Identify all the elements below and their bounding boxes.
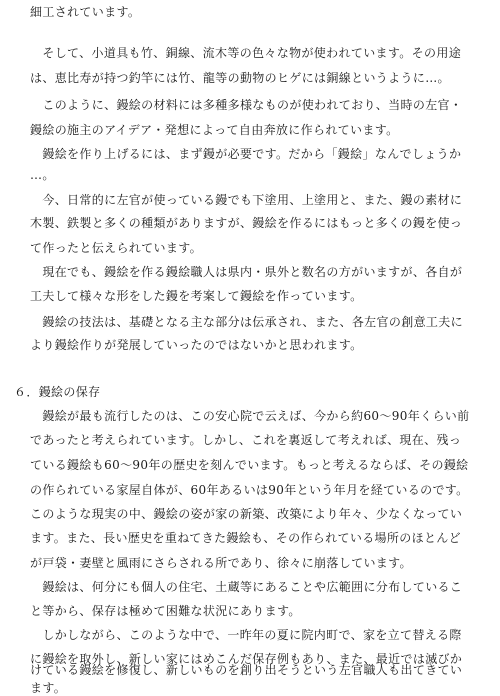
paragraph-line: けている鏝絵を修復し、新しいものを創り出そうという左官職人も出てきてい — [30, 663, 463, 677]
paragraph-line: の作られている家屋自体が、60年あるいは90年という年月を経ているのです。 — [30, 483, 469, 497]
paragraph-line: ている鏝絵も60〜90年の歴史を刻んでいます。もっと考えるならば、その鏝絵 — [30, 458, 469, 472]
paragraph-line: そして、小道具も竹、銅線、流木等の色々な物が使われています。その用途 — [30, 46, 462, 60]
paragraph-line: このような現実の中、鏝絵の姿が家の新築、改築により年々、少なくなってい — [30, 507, 463, 521]
paragraph-line: より鏝絵作りが発展していったのではないかと思われます。 — [30, 338, 363, 352]
paragraph-line: に鏝絵を取外し、新しい家にはめこんだ保存例もあり、また、最近では滅びか — [30, 652, 463, 666]
paragraph-line: 細工されています。 — [30, 5, 141, 19]
section-heading: ６．鏝絵の保存 — [14, 385, 101, 399]
paragraph-line: 現在でも、鏝絵を作る鏝絵職人は県内・県外と数名の方がいますが、各自が — [30, 265, 463, 279]
paragraph-line: 工夫して様々な形をした鏝を考案して鏝絵を作っています。 — [30, 289, 363, 303]
paragraph-line: て作ったと伝えられています。 — [30, 241, 202, 255]
paragraph-line: ます。 — [30, 681, 67, 695]
paragraph-line: ます。また、長い歴史を重ねてきた鏝絵も、その作られている場所のほとんど — [30, 531, 461, 545]
paragraph-line: 木製、鉄製と多くの種類がありますが、鏝絵を作るにはもっと多くの鏝を使っ — [30, 216, 463, 230]
paragraph-line: …。 — [30, 168, 55, 182]
paragraph-line: は、恵比寿が持つ釣竿には竹、龍等の動物のヒゲには銅線というように…。 — [30, 71, 450, 85]
paragraph-line: 鏝絵は、何分にも個人の住宅、土蔵等にあることや広範囲に分布しているこ — [30, 580, 463, 594]
paragraph-line: 鏝絵の技法は、基礎となる主な部分は伝承され、また、各左官の創意工夫に — [30, 315, 463, 329]
paragraph-line: であったと考えられています。しかし、これを裏返して考えれば、現在、残っ — [30, 433, 462, 447]
paragraph-line: しかしながら、このような中で、一昨年の夏に院内町で、家を立て替える際 — [30, 628, 462, 642]
paragraph-line: 鏝絵を作り上げるには、まず鏝が必要です。だから「鏝絵」なんでしょうか — [30, 147, 462, 161]
paragraph-line: 鏝絵の施主のアイデア・発想によって自由奔放に作られています。 — [30, 123, 399, 137]
paragraph-line: が戸袋・妻壁と風雨にさらされる所であり、徐々に崩落しています。 — [30, 556, 412, 570]
paragraph-line: 鏝絵が最も流行したのは、この安心院で云えば、今から約60〜90年くらい前 — [30, 409, 470, 423]
paragraph-line: と等から、保存は極めて困難な状況にあります。 — [30, 604, 301, 618]
paragraph-line: このように、鏝絵の材料には多種多様なものが使われており、当時の左官・ — [30, 98, 463, 112]
paragraph-line: 今、日常的に左官が使っている鏝でも下塗用、上塗用と、また、鏝の素材に — [30, 193, 463, 207]
